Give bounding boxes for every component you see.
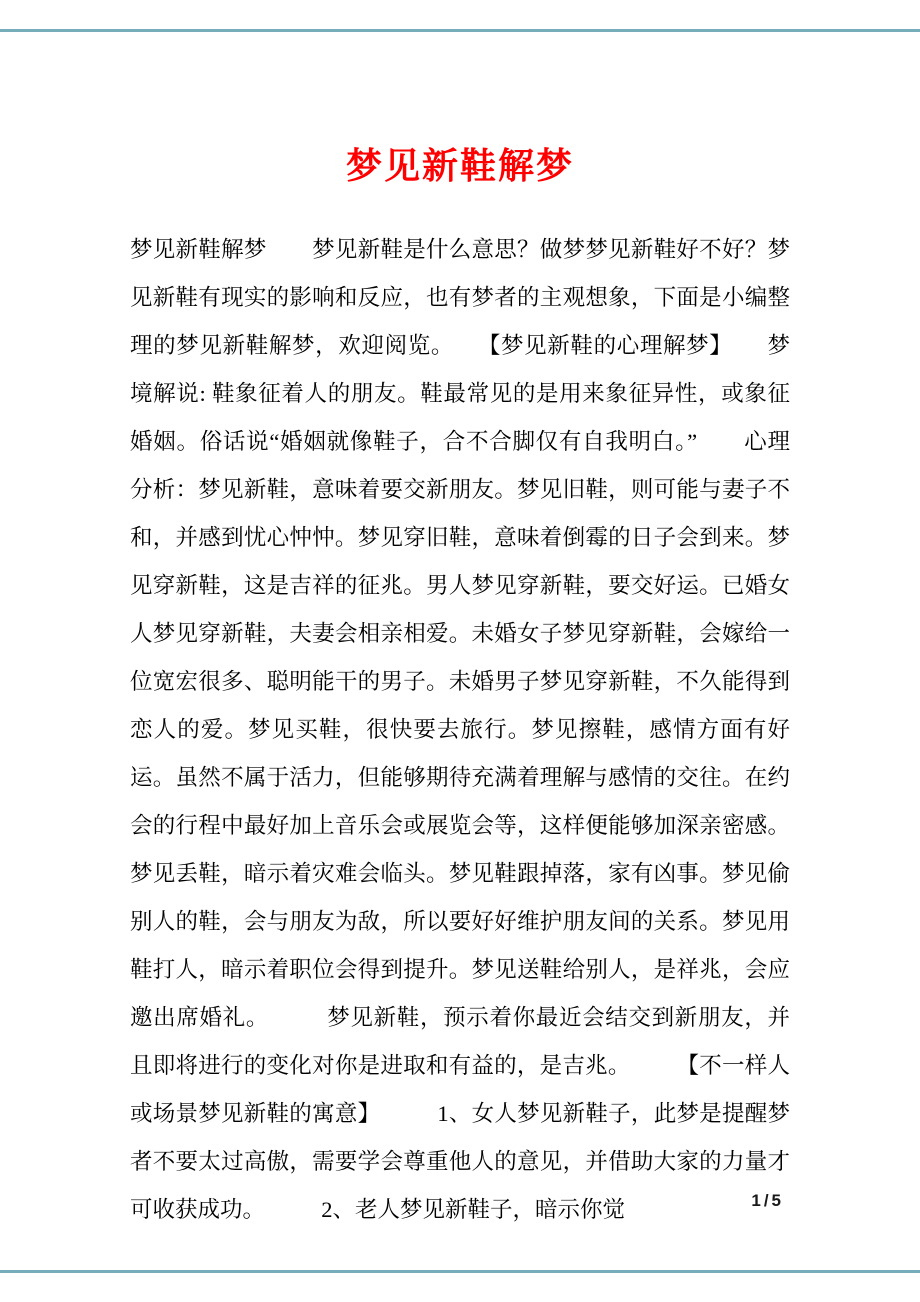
document-body-text: 梦见新鞋解梦 梦见新鞋是什么意思？做梦梦见新鞋好不好？梦见新鞋有现实的影响和反应，也有梦者的主观想象，下面是小编整理的梦见新鞋解梦，欢迎阅览。 【梦见新鞋的心理解梦】 梦境解说: 鞋象征着人的朋友。鞋最常见的是用来象征异性，或象征婚姻。俗话说“婚姻就像鞋子，合不合脚仅有自我明白。” 心理分析：梦见新鞋，意味着要交新朋友。梦见旧鞋，则可能与妻子不和，并感到忧心忡忡。梦见穿旧鞋，意味着倒霉的日子会到来。梦见穿新鞋，这是吉祥的征兆。男人梦见穿新鞋，要交好运。已婚女人梦见穿新鞋，夫妻会相亲相爱。未婚女子梦见穿新鞋，会嫁给一位宽宏很多、聪明能干的男子。未婚男子梦见穿新鞋，不久能得到恋人的爱。梦见买鞋，很快要去旅行。梦见擦鞋，感情方面有好运。虽然不属于活力，但能够期待充满着理解与感情的交往。在约会的行程中最好加上音乐会或展览会等，这样便能够加深亲密感。梦见丢鞋，暗示着灾难会临头。梦见鞋跟掉落，家有凶事。梦见偷别人的鞋，会与朋友为敌，所以要好好维护朋友间的关系。梦见用鞋打人，暗示着职位会得到提升。梦见送鞋给别人，是祥兆，会应邀出席婚礼。 梦见新鞋，预示着你最近会结交到新朋友，并且即将进行的变化对你是进取和有益的，是吉兆。 【不一样人或场景梦见新鞋的寓意】 1、女人梦见新鞋子，此梦是提醒梦者不要太过高傲，需要学会尊重他人的意见，并借助大家的力量才可收获成功。 2、老人梦见新鞋子，暗示你觉 [130,237,790,1222]
page-border-bottom-rule [0,1270,920,1273]
document-title: 梦见新鞋解梦 [345,146,574,186]
page-number-indicator: 1/5 [751,1191,784,1210]
page-border-top-rule [0,29,920,32]
